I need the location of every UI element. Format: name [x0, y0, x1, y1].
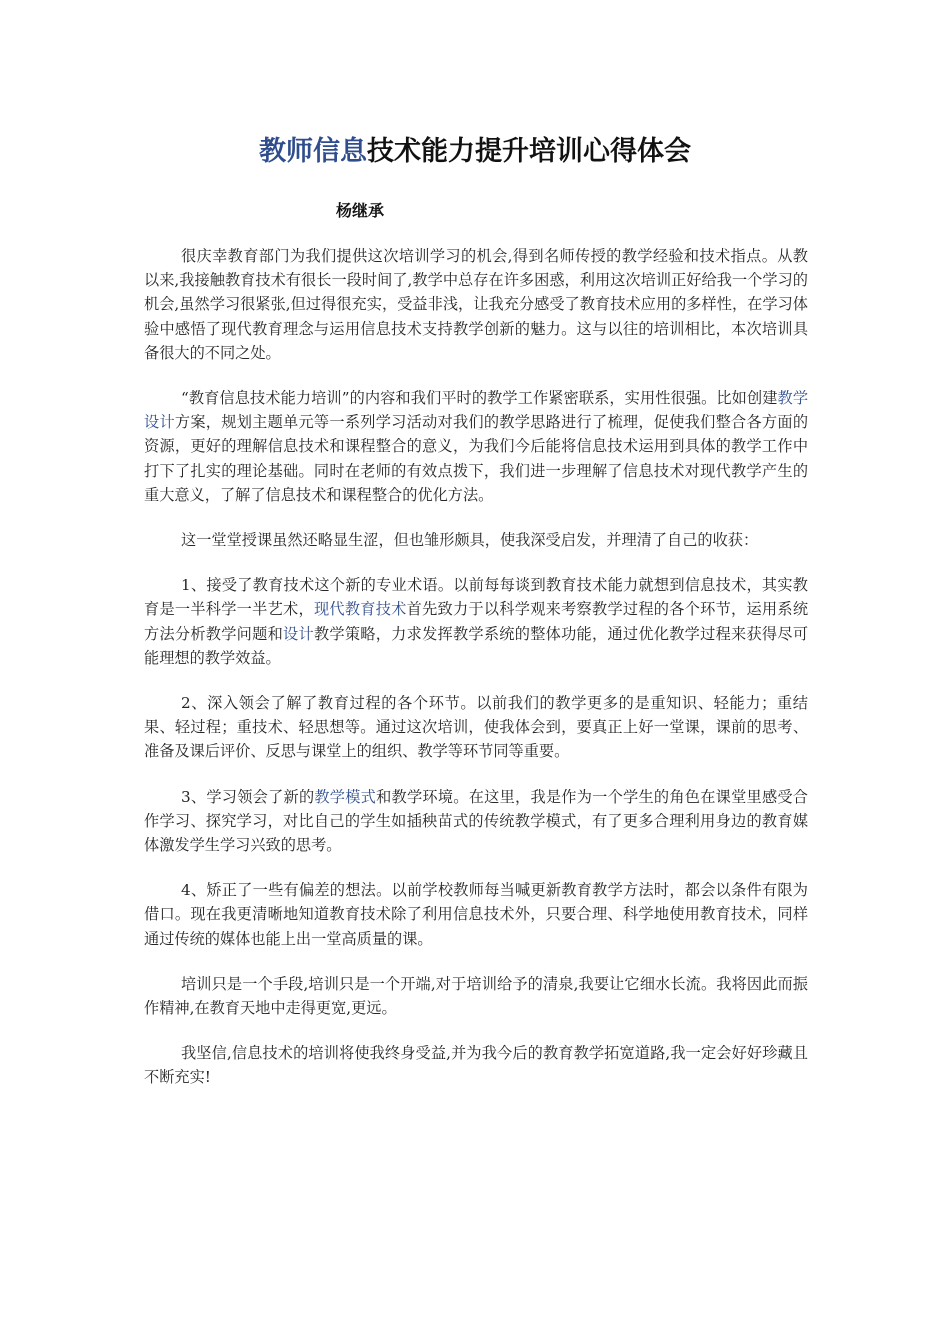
paragraph-text: “教育信息技术能力培训”的内容和我们平时的教学工作紧密联系，实用性很强。比如创建 [181, 389, 778, 408]
paragraph-text: 教学策略，力求发挥教学系统的整体功能，通过优化教学过程来获得尽可能理想的教学效益。 [144, 624, 809, 667]
paragraph-text: 和教学环境。在这里，我是作为一个学生的角色在课堂里感受合作学习、探究学习，对比自己的学生如插秧苗式的传统教学模式，有了更多合理利用身边的教育媒体激发学生学习兴致的思考。 [144, 787, 808, 855]
paragraph-harvest-intro: 这一堂堂授课虽然还略显生涩，但也雏形颇具，使我深受启发，并理清了自己的收获： [181, 531, 759, 550]
title-rest: 技术能力提升培训心得体会 [367, 136, 691, 167]
link-teaching-design[interactable]: 教学设计 [144, 389, 809, 432]
paragraph-point-3 [144, 785, 808, 858]
paragraph-text: 3、学习领会了新的 [181, 787, 315, 806]
link-modern-education-technology[interactable]: 现代教育技术 [313, 600, 407, 619]
paragraph-text: 首先致力于以科学观来考察教学过程的各个环节，运用系统方法分析教学问题和 [144, 600, 809, 643]
author-name: 杨继承 [336, 201, 385, 220]
paragraph-text: 1、接受了教育技术这个新的专业术语。以前每每谈到教育技术能力就想到信息技术，其实教育是一半科学一半艺术， [144, 576, 808, 619]
title-link-part[interactable]: 教师信息 [259, 136, 367, 167]
paragraph-training-content [144, 386, 808, 507]
paragraph-point-2: 2、深入领会了解了教育过程的各个环节。以前我们的教学更多的是重知识、轻能力；重结果、轻过程；重技术、轻思想等。通过这次培训，使我体会到，要真正上好一堂课，课前的思考、准备及课后评价、反思与课堂上的组织、教学等环节同等重要。 [144, 694, 808, 761]
paragraph-text: 方案，规划主题单元等一系列学习活动对我们的教学思路进行了梳理，促使我们整合各方面的资源，更好的理解信息技术和课程整合的意义，为我们今后能将信息技术运用到具体的教学工作中打下了扎实的理论基础。同时在老师的有效点拨下，我们进一步理解了信息技术对现代教学产生的重大意义，了解了信息技术和课程整合的优化方法。 [144, 413, 809, 504]
link-teaching-mode[interactable]: 教学模式 [314, 787, 377, 806]
link-design[interactable]: 设计 [283, 624, 314, 643]
document-title [0, 132, 950, 172]
paragraph-point-4: 4、矫正了一些有偏差的想法。以前学校教师每当喊更新教育教学方法时，都会以条件有限为借口。现在我更清晰地知道教育技术除了利用信息技术外，只要合理、科学地使用教育技术，同样通过传统的媒体也能上出一堂高质量的课。 [144, 881, 808, 948]
paragraph-conclusion-2: 我坚信,信息技术的培训将使我终身受益,并为我今后的教育教学拓宽道路,我一定会好好珍藏且不断充实! [144, 1044, 808, 1087]
paragraph-intro: 很庆幸教育部门为我们提供这次培训学习的机会,得到名师传授的教学经验和技术指点。从教以来,我接触教育技术有很长一段时间了,教学中总存在许多困惑，利用这次培训正好给我一个学习的机会,虽然学习很紧张,但过得很充实，受益非浅，让我充分感受了教育技术应用的多样性，在学习体验中感悟了现代教育理念与运用信息技术支持教学创新的魅力。这与以往的培训相比，本次培训具备很大的不同之处。 [144, 247, 808, 362]
paragraph-point-1 [144, 573, 808, 670]
paragraph-conclusion-1: 培训只是一个手段,培训只是一个开端,对于培训给予的清泉,我要让它细水长流。我将因此而振作精神,在教育天地中走得更宽,更远。 [144, 974, 808, 1018]
document-body [144, 244, 808, 1111]
